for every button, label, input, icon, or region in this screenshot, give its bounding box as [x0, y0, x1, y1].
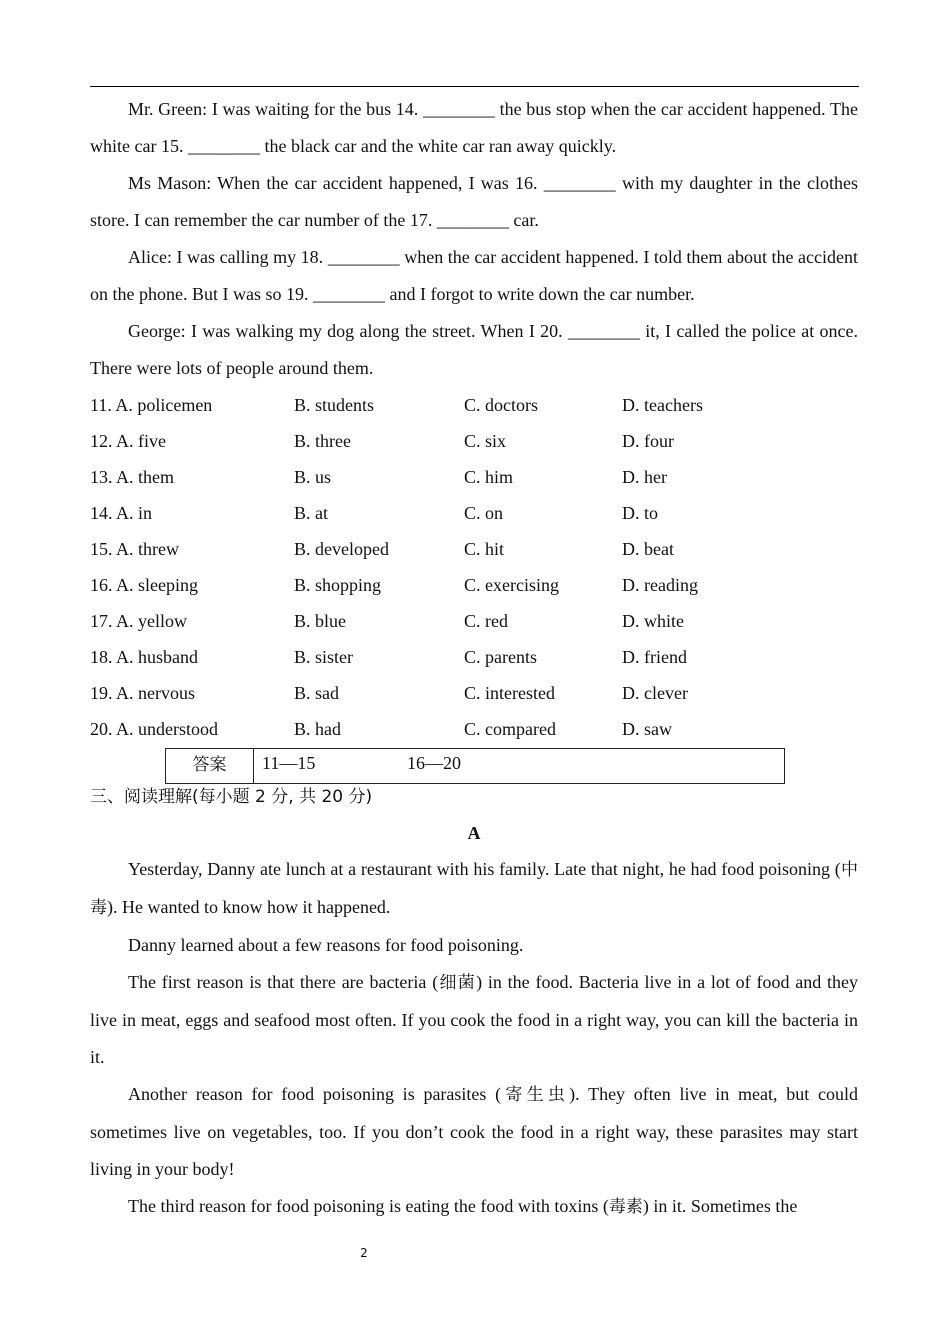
text-run: The third reason for food poisoning is eating the food with toxins (	[128, 1196, 609, 1216]
option-d: D. reading	[622, 575, 698, 595]
option-d: D. beat	[622, 539, 674, 559]
option-row-15	[90, 531, 858, 567]
chinese-gloss: 寄生虫	[501, 1085, 570, 1105]
header-rule	[90, 86, 859, 87]
option-b: B. shopping	[294, 575, 382, 595]
option-row-13	[90, 459, 858, 495]
option-d: D. her	[622, 467, 667, 487]
dialogue-george: George: I was walking my dog along the street. When I 20. ________ it, I called the police at once. There were lots of people around them.	[90, 321, 858, 378]
option-b: B. at	[294, 503, 328, 523]
option-row-11	[90, 387, 858, 423]
option-c: C. red	[464, 611, 508, 631]
option-b: B. three	[294, 431, 351, 451]
dialogue-ms-mason: Ms Mason: When the car accident happened, I was 16. ________ with my daughter in the clothes store. I can remember the car number of the 17. ________ car.	[90, 173, 858, 230]
option-c: C. him	[464, 467, 514, 487]
text-run: Another reason for food poisoning is parasites (	[128, 1084, 502, 1104]
dialogue-mr-green: Mr. Green: I was waiting for the bus 14. ________ the bus stop when the car accident happened. The white car 15. ________ the black car and the white car ran away quickly.	[90, 99, 858, 156]
option-d: D. teachers	[622, 395, 703, 415]
option-a: 18. A. husband	[90, 647, 198, 667]
option-a: 20. A. understood	[90, 719, 218, 739]
option-c: C. compared	[464, 719, 556, 739]
text-run: The first reason is that there are bacteria (	[128, 972, 439, 992]
option-b: B. sad	[294, 683, 339, 703]
passage-paragraph-4	[90, 1076, 858, 1188]
options-list	[90, 387, 858, 747]
text-run: ) in the food. Bacteria live in a lot of food and they live in meat, eggs and seafood most often. If you cook the food in a right way, you can kill the bacteria in it.	[90, 972, 859, 1067]
option-a: 16. A. sleeping	[90, 575, 198, 595]
option-a: 12. A. five	[90, 431, 166, 451]
option-c: C. interested	[464, 683, 555, 703]
answer-label: 答案	[166, 749, 254, 783]
option-d: D. friend	[622, 647, 687, 667]
option-b: B. developed	[294, 539, 389, 559]
option-a: 19. A. nervous	[90, 683, 195, 703]
option-b: B. students	[294, 395, 375, 415]
option-c: C. six	[464, 431, 507, 451]
text-run: ). He wanted to know how it happened.	[107, 897, 391, 917]
chinese-gloss: 细菌	[438, 973, 477, 993]
option-row-16	[90, 567, 858, 603]
option-row-20	[90, 711, 858, 747]
answer-range-11-15: 11—15	[262, 753, 316, 773]
page-number: 2	[360, 1246, 368, 1260]
option-b: B. had	[294, 719, 341, 739]
passage-paragraph-3	[90, 964, 858, 1076]
option-a: 17. A. yellow	[90, 611, 187, 631]
option-d: D. four	[622, 431, 674, 451]
passage-paragraph-1	[90, 851, 858, 927]
option-row-14	[90, 495, 858, 531]
option-c: C. doctors	[464, 395, 538, 415]
passage-a	[90, 851, 858, 1226]
option-c: C. exercising	[464, 575, 559, 595]
option-row-17	[90, 603, 858, 639]
option-a: 14. A. in	[90, 503, 153, 523]
passage-title: A	[467, 823, 481, 843]
chinese-gloss: 中毒	[90, 860, 858, 918]
chinese-gloss: 毒素	[608, 1197, 643, 1217]
option-b: B. sister	[294, 647, 354, 667]
option-c: C. parents	[464, 647, 537, 667]
answer-box	[165, 748, 785, 784]
option-c: C. hit	[464, 539, 505, 559]
text-run: ). They often live in meat, but could sometimes live on vegetables, too. If you don’t cook the food in a right way, these parasites may start living in your body!	[90, 1084, 858, 1179]
option-d: D. white	[622, 611, 684, 631]
option-c: C. on	[464, 503, 504, 523]
option-row-19	[90, 675, 858, 711]
option-a: 11. A. policemen	[90, 395, 213, 415]
passage-paragraph-5	[90, 1188, 858, 1226]
text-run: ) in it. Sometimes the	[642, 1196, 798, 1216]
option-a: 13. A. them	[90, 467, 174, 487]
option-d: D. saw	[622, 719, 672, 739]
option-d: D. clever	[622, 683, 688, 703]
option-a: 15. A. threw	[90, 539, 179, 559]
option-b: B. us	[294, 467, 332, 487]
option-d: D. to	[622, 503, 658, 523]
dialogue-alice: Alice: I was calling my 18. ________ when the car accident happened. I told them about the accident on the phone. But I was so 19. ________ and I forgot to write down the car number.	[90, 247, 858, 304]
cloze-section	[90, 91, 858, 747]
answer-range-16-20: 16—20	[407, 753, 461, 773]
section-heading: 三、阅读理解(每小题 2 分, 共 20 分)	[90, 787, 373, 807]
passage-paragraph-2: Danny learned about a few reasons for food poisoning.	[128, 935, 524, 955]
option-b: B. blue	[294, 611, 346, 631]
option-row-18	[90, 639, 858, 675]
text-run: Yesterday, Danny ate lunch at a restaurant with his family. Late that night, he had food poisoning (	[128, 859, 841, 879]
option-row-12	[90, 423, 858, 459]
